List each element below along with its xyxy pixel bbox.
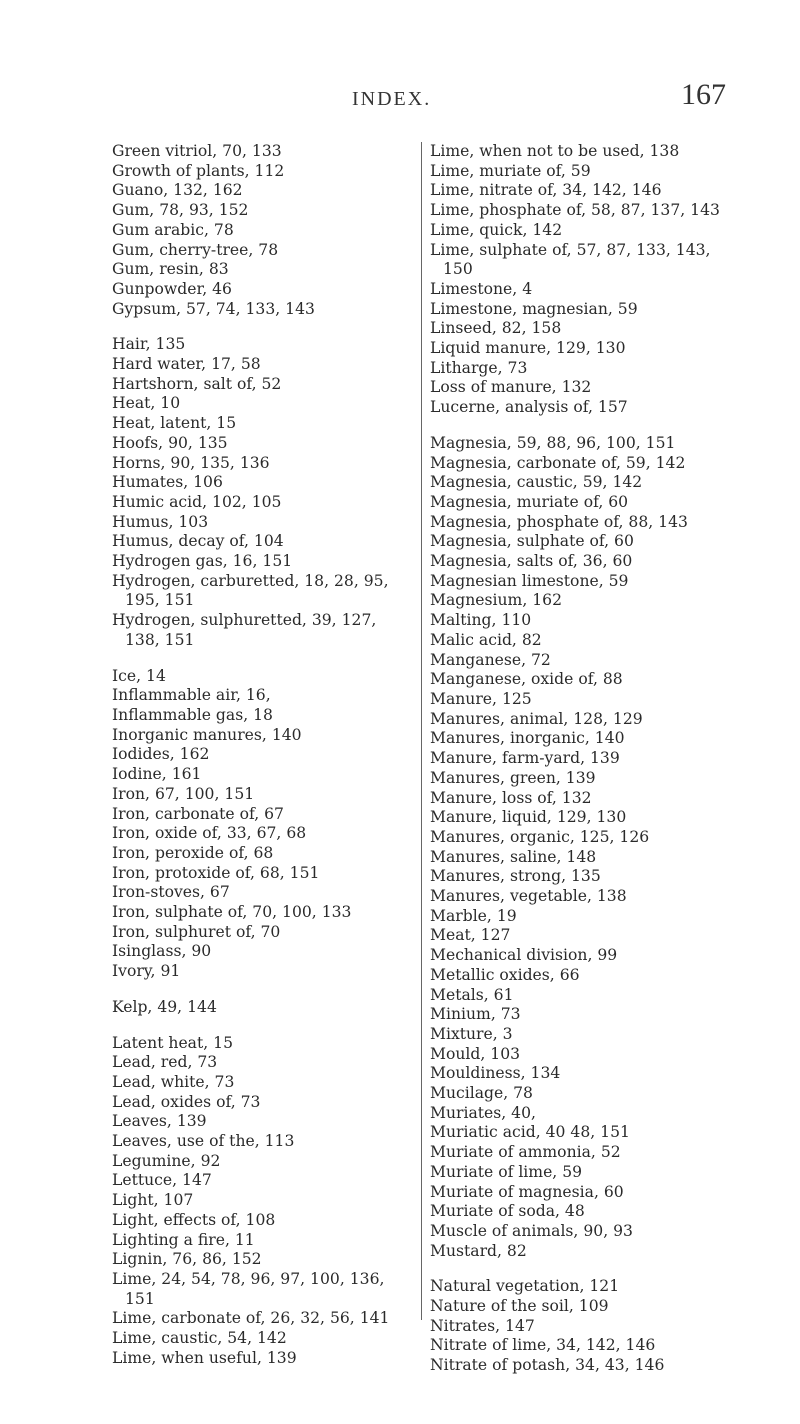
index-entry: Ice, 14 (112, 666, 166, 685)
index-entry: Latent heat, 15 (112, 1033, 234, 1052)
index-entry: Linseed, 82, 158 (430, 319, 562, 338)
index-entry: Loss of manure, 132 (430, 378, 592, 397)
index-entry: Manganese, 72 (430, 650, 551, 669)
index-entry: Magnesia, carbonate of, 59, 142 (430, 453, 686, 472)
page-header (0, 76, 800, 116)
index-entry: Lime, 24, 54, 78, 96, 97, 100, 136, 151 (112, 1269, 385, 1308)
index-column-right (421, 142, 741, 1376)
index-entry: Iron-stoves, 67 (112, 883, 230, 902)
index-entry: Gum arabic, 78 (112, 220, 234, 239)
index-entry: Iron, 67, 100, 151 (112, 784, 255, 803)
letter-section-gap (112, 982, 412, 998)
index-entry: Lead, white, 73 (112, 1072, 235, 1091)
index-entry: Iron, protoxide of, 68, 151 (112, 863, 320, 882)
index-entry: Muriate of ammonia, 52 (430, 1143, 621, 1162)
index-entry: Nitrates, 147 (430, 1316, 535, 1335)
index-entry: Manures, inorganic, 140 (430, 729, 625, 748)
index-entry: Hoofs, 90, 135 (112, 433, 228, 452)
index-entry: Lead, oxides of, 73 (112, 1092, 261, 1111)
index-entry: Lime, quick, 142 (430, 220, 563, 239)
index-entry: Humates, 106 (112, 473, 223, 492)
letter-section-gap (421, 418, 741, 434)
index-entry: Humus, decay of, 104 (112, 532, 284, 551)
index-entry: Nitrate of potash, 34, 43, 146 (430, 1356, 665, 1375)
index-entry: Marble, 19 (430, 906, 517, 925)
index-entry: Iron, sulphuret of, 70 (112, 922, 281, 941)
index-entry: Growth of plants, 112 (112, 161, 285, 180)
index-entry: Nature of the soil, 109 (430, 1297, 609, 1316)
index-entry: Iodine, 161 (112, 765, 202, 784)
index-entry: Gum, 78, 93, 152 (112, 201, 249, 220)
index-entry: Malic acid, 82 (430, 630, 542, 649)
index-entry: Magnesia, 59, 88, 96, 100, 151 (430, 433, 676, 452)
index-entry: Limestone, 4 (430, 279, 533, 298)
index-entry: Litharge, 73 (430, 358, 528, 377)
index-entry: Magnesia, muriate of, 60 (430, 492, 629, 511)
index-entry: Gypsum, 57, 74, 133, 143 (112, 299, 315, 318)
index-entry: Inflammable gas, 18 (112, 705, 273, 724)
index-entry: Iron, oxide of, 33, 67, 68 (112, 824, 307, 843)
index-entry: Limestone, magnesian, 59 (430, 299, 638, 318)
index-entry: Legumine, 92 (112, 1151, 221, 1170)
index-entry: Manure, farm-yard, 139 (430, 749, 620, 768)
index-entry: Muriate of soda, 48 (430, 1202, 585, 1221)
index-entry: Manures, animal, 128, 129 (430, 709, 643, 728)
index-entry: Minium, 73 (430, 1005, 521, 1024)
index-entry: Iron, carbonate of, 67 (112, 804, 284, 823)
index-entry: Hard water, 17, 58 (112, 355, 261, 374)
index-entry: Inorganic manures, 140 (112, 725, 302, 744)
index-entry: Muscle of animals, 90, 93 (430, 1221, 633, 1240)
index-entry: Ivory, 91 (112, 962, 181, 981)
index-entry: Iron, peroxide of, 68 (112, 843, 274, 862)
index-entry: Gunpowder, 46 (112, 279, 232, 298)
index-entry: Magnesia, salts of, 36, 60 (430, 552, 633, 571)
index-entry: Manure, loss of, 132 (430, 788, 592, 807)
index-entry: Hartshorn, salt of, 52 (112, 374, 282, 393)
index-entry: Lettuce, 147 (112, 1171, 212, 1190)
index-entry: Inflammable air, 16, (112, 686, 271, 705)
index-entry: Kelp, 49, 144 (112, 997, 217, 1016)
index-entry: Magnesian limestone, 59 (430, 571, 629, 590)
index-entry: Horns, 90, 135, 136 (112, 453, 270, 472)
index-entry: Gum, resin, 83 (112, 260, 229, 279)
index-entry: Mechanical division, 99 (430, 946, 618, 965)
index-entry: Guano, 132, 162 (112, 181, 243, 200)
index-entry: Lucerne, analysis of, 157 (430, 398, 628, 417)
index-entry: Iron, sulphate of, 70, 100, 133 (112, 903, 352, 922)
index-entry: Manures, organic, 125, 126 (430, 827, 650, 846)
index-entry: Lime, caustic, 54, 142 (112, 1329, 287, 1348)
index-entry: Magnesia, phosphate of, 88, 143 (430, 512, 688, 531)
index-entry: Manures, green, 139 (430, 768, 596, 787)
index-entry: Lime, when useful, 139 (112, 1348, 297, 1367)
index-entry: Muriate of magnesia, 60 (430, 1182, 624, 1201)
index-entry: Leaves, use of the, 113 (112, 1132, 295, 1151)
index-entry: Manures, strong, 135 (430, 867, 601, 886)
index-column-left (112, 142, 412, 1368)
index-entry: Gum, cherry-tree, 78 (112, 240, 279, 259)
index-entry: Heat, latent, 15 (112, 414, 237, 433)
index-entry: Muriates, 40, (430, 1103, 536, 1122)
index-entry: Green vitriol, 70, 133 (112, 142, 282, 160)
index-entry: Lignin, 76, 86, 152 (112, 1250, 262, 1269)
index-entry: Heat, 10 (112, 394, 181, 413)
index-entry: Meat, 127 (430, 926, 511, 945)
letter-section-gap (112, 319, 412, 335)
index-entry: Light, 107 (112, 1191, 194, 1210)
index-entry: Humic acid, 102, 105 (112, 492, 282, 511)
index-entry: Manure, liquid, 129, 130 (430, 808, 627, 827)
index-entry: Hair, 135 (112, 335, 186, 354)
index-entry: Hydrogen, sulphuretted, 39, 127, 138, 151 (112, 611, 377, 649)
index-entry: Lime, nitrate of, 34, 142, 146 (430, 181, 662, 200)
index-entry: Mustard, 82 (430, 1241, 527, 1260)
index-entry: Nitrate of lime, 34, 142, 146 (430, 1336, 656, 1355)
letter-section-gap (112, 1018, 412, 1034)
index-entry: Lime, sulphate of, 57, 87, 133, 143, 150 (430, 240, 711, 279)
running-header-title: INDEX. (352, 88, 432, 110)
index-entry: Humus, 103 (112, 512, 209, 531)
index-entry: Hydrogen gas, 16, 151 (112, 552, 293, 571)
index-entry: Mould, 103 (430, 1044, 521, 1063)
index-entry: Lime, carbonate of, 26, 32, 56, 141 (112, 1309, 390, 1328)
index-entry: Malting, 110 (430, 611, 532, 630)
letter-section-gap (112, 651, 412, 667)
index-entry: Magnesium, 162 (430, 591, 563, 610)
index-entry: Mucilage, 78 (430, 1084, 533, 1103)
index-entry: Muriate of lime, 59 (430, 1162, 583, 1181)
index-entry: Manganese, oxide of, 88 (430, 670, 623, 689)
index-entry: Iodides, 162 (112, 745, 210, 764)
index-entry: Lime, when not to be used, 138 (430, 142, 680, 160)
index-entry: Natural vegetation, 121 (430, 1277, 620, 1296)
index-entry: Magnesia, sulphate of, 60 (430, 532, 634, 551)
index-entry: Magnesia, caustic, 59, 142 (430, 473, 643, 492)
index-entry: Hydrogen, carburetted, 18, 28, 95, 195, 151 (112, 571, 389, 610)
index-entry: Lead, red, 73 (112, 1053, 218, 1072)
index-entry: Metals, 61 (430, 985, 514, 1004)
page-number: 167 (681, 78, 726, 111)
index-entry: Liquid manure, 129, 130 (430, 339, 626, 358)
index-entry: Manures, saline, 148 (430, 847, 597, 866)
index-entry: Lime, phosphate of, 58, 87, 137, 143 (430, 201, 720, 220)
index-entry: Lime, muriate of, 59 (430, 161, 591, 180)
index-entry: Mixture, 3 (430, 1024, 513, 1043)
index-entry: Metallic oxides, 66 (430, 965, 580, 984)
index-entry: Mouldiness, 134 (430, 1064, 561, 1083)
index-entry: Manure, 125 (430, 689, 532, 708)
column-divider (421, 142, 422, 1320)
index-entry: Muriatic acid, 40 48, 151 (430, 1123, 630, 1142)
index-entry: Lighting a fire, 11 (112, 1230, 255, 1249)
index-entry: Isinglass, 90 (112, 942, 212, 961)
index-entry: Light, effects of, 108 (112, 1210, 276, 1229)
index-entry: Manures, vegetable, 138 (430, 887, 627, 906)
letter-section-gap (421, 1261, 741, 1277)
index-entry: Leaves, 139 (112, 1112, 207, 1131)
